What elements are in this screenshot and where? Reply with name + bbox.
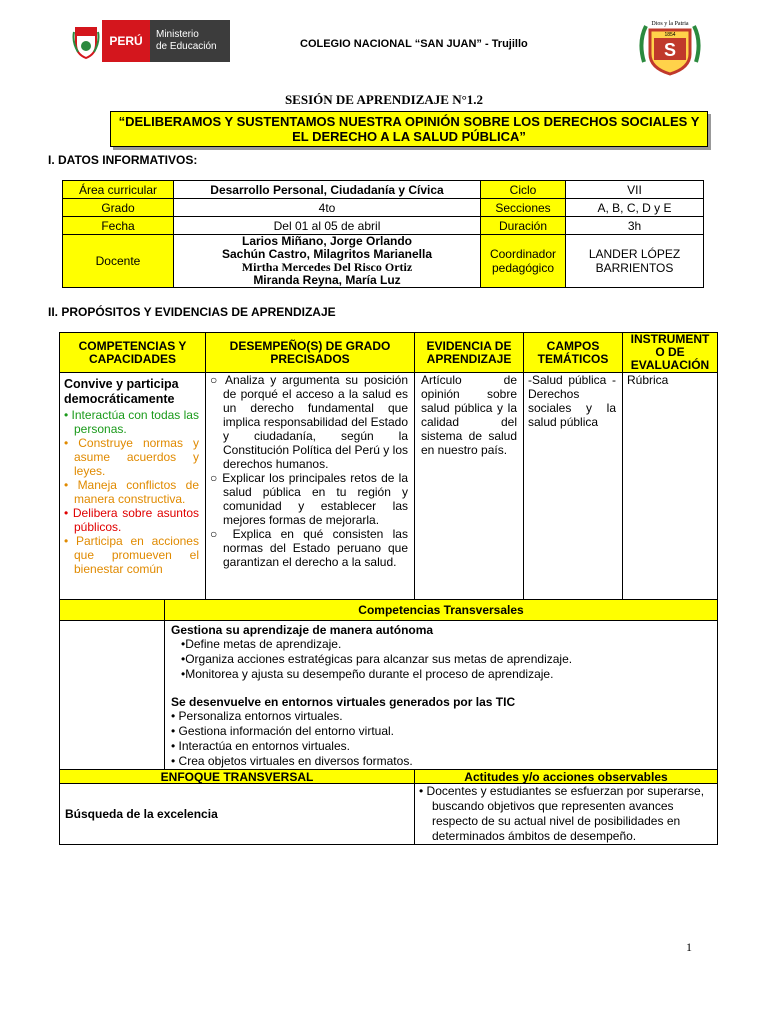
actitudes-header: Actitudes y/o acciones observables	[415, 770, 718, 784]
desempenos-list	[210, 373, 408, 569]
main-title	[110, 111, 708, 147]
grado-value: 4to	[174, 199, 481, 217]
enfoque-name: Búsqueda de la excelencia	[60, 784, 415, 845]
propositos-table	[59, 332, 718, 845]
capacidades-list	[64, 408, 199, 576]
table-row	[60, 600, 718, 621]
school-name: COLEGIO NACIONAL “SAN JUAN” - Trujillo	[300, 38, 528, 50]
table-row	[60, 333, 718, 373]
list-item: • Personaliza entornos virtuales.	[171, 709, 343, 723]
docente-4: Miranda Reyna, María Luz	[253, 273, 401, 287]
peru-shield-icon	[70, 20, 102, 62]
header-instrumento: INSTRUMENT O DE EVALUACIÓN	[623, 333, 718, 373]
table-row	[60, 621, 718, 770]
coordinador-label-1: Coordinador	[489, 247, 557, 261]
fecha-label: Fecha	[63, 217, 174, 235]
list-item: • Delibera sobre asuntos públicos.	[64, 506, 199, 534]
enfoque-header: ENFOQUE TRANSVERSAL	[60, 770, 415, 784]
header-competencias: COMPETENCIAS Y CAPACIDADES	[60, 333, 206, 373]
school-crest	[636, 18, 704, 78]
actitud-cell	[415, 784, 718, 845]
list-item: •Organiza acciones estratégicas para alcanzar sus metas de aprendizaje.	[181, 652, 573, 666]
header-evidencia: EVIDENCIA DE APRENDIZAJE	[415, 333, 524, 373]
ciclo-label: Ciclo	[481, 181, 566, 199]
docente-label: Docente	[63, 235, 174, 288]
list-item: • Interactúa en entornos virtuales.	[171, 739, 350, 753]
comp1-list	[171, 637, 713, 682]
docente-2: Sachún Castro, Milagritos Marianella	[221, 247, 433, 261]
section-propositos-heading: II. PROPÓSITOS Y EVIDENCIAS DE APRENDIZAJE	[48, 305, 336, 319]
fecha-value: Del 01 al 05 de abril	[174, 217, 481, 235]
campos-cell	[524, 373, 623, 600]
transversales-blank	[60, 621, 165, 770]
area-label: Área curricular	[63, 181, 174, 199]
table-row	[60, 784, 718, 845]
logo-ministry	[150, 20, 230, 62]
evidencia-cell	[415, 373, 524, 600]
ciclo-value: VII	[566, 181, 704, 199]
list-item: • Gestiona información del entorno virtual.	[171, 724, 394, 738]
session-title: SESIÓN DE APRENDIZAJE N°1.2	[284, 92, 484, 107]
logo-country: PERÚ	[102, 20, 150, 62]
secciones-label: Secciones	[481, 199, 566, 217]
list-item: ○ Explicar los principales retos de la salud pública en tu región y comunidad y establecer las mejores formas de mejorarla.	[210, 471, 408, 527]
table-row	[63, 235, 704, 288]
list-item: • Construye normas y asume acuerdos y leyes.	[64, 436, 199, 478]
campos-text: -Salud pública -Derechos sociales y la salud pública	[528, 373, 616, 429]
crest-motto: Dios y la Patria	[651, 21, 689, 27]
desempenos-cell	[206, 373, 415, 600]
duracion-value: 3h	[566, 217, 704, 235]
coordinador-value-1: LANDER LÓPEZ	[588, 247, 681, 261]
datos-table	[62, 180, 704, 288]
main-title-text: “DELIBERAMOS Y SUSTENTAMOS NUESTRA OPINIÓN SOBRE LOS DERECHOS SOCIALES Y EL DERECHO A LA SALUD PÚBLICA”	[118, 114, 700, 144]
list-item: •Monitorea y ajusta su desempeño durante el proceso de aprendizaje.	[181, 667, 554, 681]
logo-ministry-line1: Ministerio	[156, 29, 199, 40]
list-item: ○ Explica en qué consisten las normas del Estado peruano que garantizan el derecho a la salud.	[210, 527, 408, 569]
coordinador-label-2: pedagógico	[491, 261, 555, 275]
competencia-name: Convive y participa democráticamente	[64, 377, 179, 406]
table-row	[63, 217, 704, 235]
crest-year: 1854	[664, 32, 676, 38]
area-value: Desarrollo Personal, Ciudadanía y Cívica	[174, 181, 481, 199]
header-desempenos: DESEMPEÑO(S) DE GRADO PRECISADOS	[206, 333, 415, 373]
table-row	[60, 770, 718, 784]
list-item: • Crea objetos virtuales en diversos formatos.	[171, 754, 413, 768]
table-row	[63, 181, 704, 199]
crest-icon	[636, 18, 704, 78]
docente-list	[174, 235, 481, 288]
coordinador-value	[566, 235, 704, 288]
comp2-title: Se desenvuelve en entornos virtuales generados por las TIC	[171, 695, 516, 709]
transversales-title: Competencias Transversales	[165, 600, 718, 621]
grado-label: Grado	[63, 199, 174, 217]
list-item: • Maneja conflictos de manera constructiva.	[64, 478, 199, 506]
docente-3: Mirtha Mercedes Del Risco Ortiz	[241, 260, 413, 274]
crest-letter: S	[663, 40, 677, 60]
page-number: 1	[686, 940, 692, 954]
logo-ministry-line2: de Educación	[156, 41, 217, 52]
section-datos-heading: I. DATOS INFORMATIVOS:	[48, 153, 198, 167]
transversales-cell	[165, 621, 718, 770]
list-item: • Interactúa con todas las personas.	[64, 408, 199, 436]
table-row	[63, 199, 704, 217]
duracion-label: Duración	[481, 217, 566, 235]
comp1-title: Gestiona su aprendizaje de manera autónoma	[171, 623, 434, 637]
list-item: ○ Analiza y argumenta su posición de porqué el acceso a la salud es un derecho fundamental que implica responsabilidad del Estado y ciudadanía, según la Constitución Política del Perú y los derechos humanos.	[210, 373, 409, 471]
list-item: • Participa en acciones que promueven el bienestar común	[64, 534, 199, 576]
docente-1: Larios Miñano, Jorge Orlando	[241, 234, 413, 248]
instrumento-text: Rúbrica	[627, 373, 669, 387]
coordinador-label	[481, 235, 566, 288]
header-campos: CAMPOS TEMÁTICOS	[524, 333, 623, 373]
comp2-list	[171, 709, 713, 769]
transversales-spacer	[60, 600, 165, 621]
coordinador-value-2: BARRIENTOS	[595, 261, 674, 275]
list-item: •Define metas de aprendizaje.	[181, 637, 342, 651]
instrumento-cell	[623, 373, 718, 600]
evidencia-text: Artículo de opinión sobre salud pública y la calidad del sistema de salud en nuestro país.	[421, 373, 517, 457]
actitud-item: • Docentes y estudiantes se esfuerzan por superarse, buscando objetivos que representen avances respecto de su actual nivel de posibilidades en determinados ámbitos de desempeño.	[419, 784, 705, 843]
table-row	[60, 373, 718, 600]
competencias-cell	[60, 373, 206, 600]
minedu-logo	[70, 20, 230, 62]
secciones-value: A, B, C, D y E	[566, 199, 704, 217]
